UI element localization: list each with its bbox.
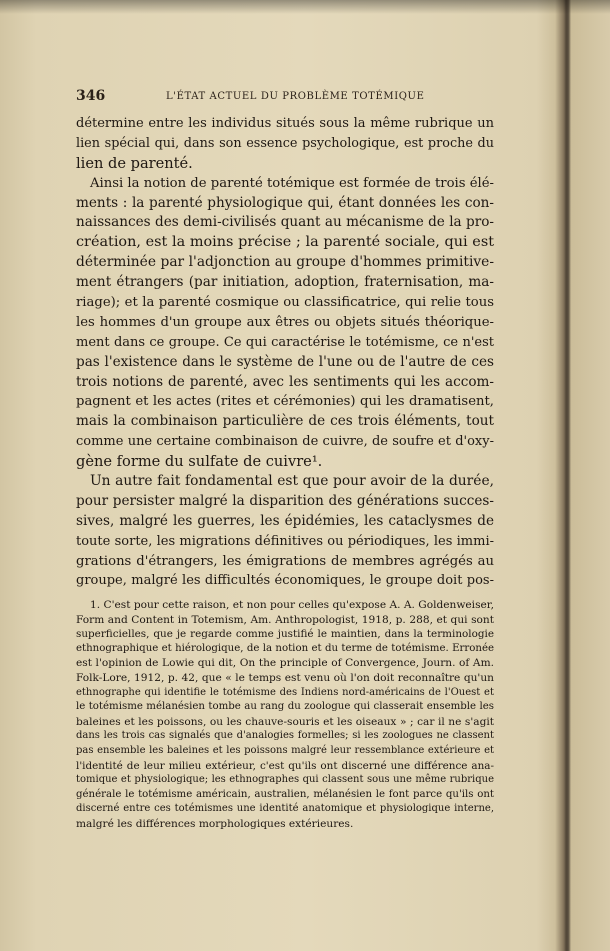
footnote-line: ethnographique et hiérologique, de la notion et du terme de totémisme. Erronée [76, 642, 494, 654]
footnote-line: pas ensemble les baleines et les poissons malgré leur ressemblance extérieure et [76, 744, 494, 756]
body-line: Un autre fait fondamental est que pour avoir de la durée, [90, 473, 494, 490]
body-line: sives, malgré les guerres, les épidémies, les cataclysmes de [76, 512, 494, 529]
body-line: les hommes d'un groupe aux êtres ou objets situés théorique- [76, 314, 494, 330]
footnote-line: dans les trois cas signalés que d'analogies formelles; si les zoologues ne classent [76, 730, 494, 742]
footnote-line: le totémisme mélanésien tombe au rang du zoologue qui classerait ensemble les [76, 701, 494, 713]
footnote-line: superficielles, que je regarde comme justifié le maintien, dans la terminologie [76, 628, 494, 641]
footnote-line: baleines et les poissons, ou les chauve-souris et les oiseaux » ; car il ne s'agit [76, 715, 494, 728]
body-line: toute sorte, les migrations définitives ou périodiques, les immi- [76, 533, 494, 549]
footnote-line: générale le totémisme américain, australien, mélanésien le font parce qu'ils ont [76, 788, 494, 800]
body-text [76, 114, 494, 591]
body-line: naissances des demi-civilisés quant au mécanisme de la pro- [76, 214, 494, 231]
footnote-line: est l'opinion de Lowie qui dit, On the principle of Convergence, Journ. of Am. [76, 657, 494, 670]
body-line: création, est la moins précise ; la parenté sociale, qui est [76, 234, 494, 251]
body-line: trois notions de parenté, avec les sentiments qui les accom- [76, 373, 494, 390]
body-line: pas l'existence dans le système de l'une ou de l'autre de ces [76, 353, 494, 370]
body-line: ment étrangers (par initiation, adoption, fraternisation, ma- [76, 274, 494, 291]
body-line: comme une certaine combinaison de cuivre, de soufre et d'oxy- [76, 434, 494, 450]
footnote-line: tomique et physiologique; les ethnographes qui classent sous une même rubrique [76, 774, 494, 786]
footnote-line: 1. C'est pour cette raison, et non pour celles qu'expose A. A. Goldenweiser, [90, 599, 494, 611]
top-shadow [0, 0, 610, 14]
body-line: pour persister malgré la disparition des générations succes- [76, 492, 494, 509]
body-line: ments : la parenté physiologique qui, étant données les con- [76, 194, 494, 211]
running-title: L'ÉTAT ACTUEL DU PROBLÈME TOTÉMIQUE [166, 91, 425, 102]
body-line: groupe, malgré les difficultés économiques, le groupe doit pos- [76, 573, 494, 589]
footnote-line: ethnographe qui identifie le totémisme des Indiens nord-américains de l'Ouest et [76, 686, 494, 698]
body-line: déterminée par l'adjonction au groupe d'hommes primitive- [76, 254, 494, 271]
page-number: 346 [76, 88, 106, 104]
body-line: gène forme du sulfate de cuivre¹. [76, 453, 323, 471]
body-line: lien spécial qui, dans son essence psychologique, est proche du [76, 135, 494, 151]
body-line: ment dans ce groupe. Ce qui caractérise le totémisme, ce n'est [76, 334, 494, 350]
body-line: grations d'étrangers, les émigrations de membres agrégés au [76, 553, 494, 569]
body-line: pagnent et les actes (rites et cérémonies) qui les dramatisent, [76, 394, 494, 410]
page-header [76, 88, 496, 106]
body-line: détermine entre les individus situés sous la même rubrique un [76, 116, 494, 131]
footnote-line: Folk-Lore, 1912, p. 42, que « le temps est venu où l'on doit reconnaître qu'un [76, 671, 494, 684]
footnote-line: malgré les différences morphologiques extérieures. [76, 817, 354, 830]
body-line: lien de parenté. [76, 154, 193, 172]
body-line: riage); et la parenté cosmique ou classificatrice, qui relie tous [76, 295, 494, 311]
footnote-line: l'identité de leur milieu extérieur, c'est qu'ils ont discerné une différence ana- [76, 759, 494, 772]
footnotes [76, 598, 494, 832]
footnote-line: discerné entre ces totémismes une identité anatomique et physiologique interne, [76, 803, 494, 815]
body-line: Ainsi la notion de parenté totémique est formée de trois élé- [90, 175, 494, 191]
book-spine-gutter [565, 0, 571, 951]
footnote-line: Form and Content in Totemism, Am. Anthropologist, 1918, p. 288, et qui sont [76, 613, 494, 626]
body-line: mais la combinaison particulière de ces trois éléments, tout [76, 413, 494, 430]
